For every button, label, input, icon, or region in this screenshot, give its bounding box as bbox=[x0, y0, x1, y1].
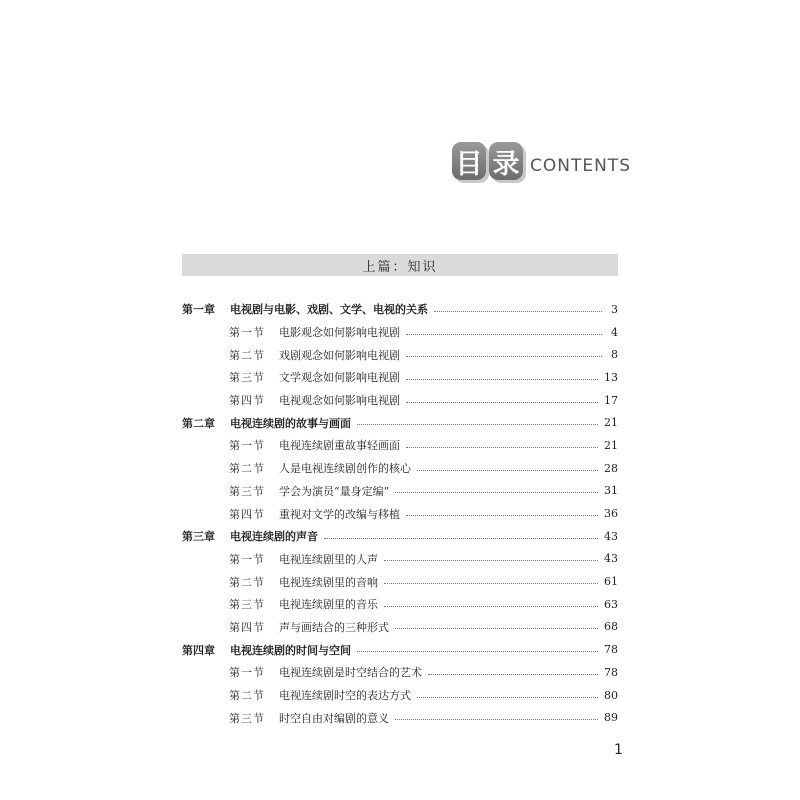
leader-dots bbox=[395, 628, 598, 629]
section-number: 第一节 bbox=[229, 552, 265, 566]
section-title: 电影观念如何影响电视剧 bbox=[279, 326, 400, 340]
section-title: 电视连续剧里的人声 bbox=[279, 552, 378, 566]
section-number: 第二节 bbox=[229, 462, 265, 476]
page-ref: 43 bbox=[604, 529, 618, 543]
toc-section-row[interactable] bbox=[182, 457, 618, 480]
leader-dots bbox=[395, 719, 598, 720]
toc-section-row[interactable] bbox=[182, 706, 618, 729]
leader-dots bbox=[384, 583, 598, 584]
section-title: 学会为演员“量身定编” bbox=[279, 484, 390, 498]
part-title: 上篇：知识 bbox=[362, 259, 438, 275]
toc-section-row[interactable] bbox=[182, 389, 618, 412]
leader-dots bbox=[406, 402, 598, 403]
page-ref: 61 bbox=[604, 575, 618, 589]
page-ref: 28 bbox=[604, 461, 618, 475]
section-title: 时空自由对编剧的意义 bbox=[279, 711, 389, 725]
leader-dots bbox=[428, 674, 598, 675]
heading-glyph-lu: 录 bbox=[489, 142, 523, 180]
chapter-title: 电视剧与电影、戏剧、文学、电视的关系 bbox=[230, 303, 428, 317]
section-title: 戏剧观念如何影响电视剧 bbox=[279, 348, 400, 362]
leader-dots bbox=[384, 606, 598, 607]
chapter-number: 第一章 bbox=[182, 303, 215, 317]
toc-section-row[interactable] bbox=[182, 661, 618, 684]
heading-glyph-mu: 目 bbox=[452, 142, 486, 180]
section-number: 第二节 bbox=[229, 348, 265, 362]
page-ref: 3 bbox=[611, 302, 618, 316]
page-number: 1 bbox=[614, 742, 623, 758]
toc-section-row[interactable] bbox=[182, 684, 618, 707]
section-title: 电视连续剧是时空结合的艺术 bbox=[279, 666, 422, 680]
page-ref: 68 bbox=[604, 620, 618, 634]
section-number: 第三节 bbox=[229, 711, 265, 725]
toc-chapter-row[interactable] bbox=[182, 525, 618, 548]
section-title: 电视观念如何影响电视剧 bbox=[279, 394, 400, 408]
leader-dots bbox=[406, 515, 598, 516]
page-ref: 17 bbox=[604, 393, 618, 407]
leader-dots bbox=[406, 379, 598, 380]
leader-dots bbox=[406, 334, 602, 335]
table-of-contents bbox=[182, 298, 618, 729]
section-number: 第二节 bbox=[229, 575, 265, 589]
leader-dots bbox=[324, 538, 598, 539]
section-number: 第一节 bbox=[229, 326, 265, 340]
page-ref: 78 bbox=[604, 643, 618, 657]
section-number: 第三节 bbox=[229, 371, 265, 385]
page-ref: 89 bbox=[604, 711, 618, 725]
leader-dots bbox=[395, 492, 598, 493]
page-ref: 13 bbox=[604, 370, 618, 384]
contents-header bbox=[452, 136, 631, 182]
leader-dots bbox=[417, 470, 598, 471]
chapter-number: 第二章 bbox=[182, 416, 215, 430]
leader-dots bbox=[357, 651, 598, 652]
page-ref: 21 bbox=[604, 416, 618, 430]
toc-section-row[interactable] bbox=[182, 548, 618, 571]
section-number: 第三节 bbox=[229, 484, 265, 498]
section-title: 人是电视连续剧创作的核心 bbox=[279, 462, 411, 476]
leader-dots bbox=[434, 311, 602, 312]
part-title-band bbox=[182, 254, 618, 276]
section-title: 重视对文学的改编与移植 bbox=[279, 507, 400, 521]
section-number: 第四节 bbox=[229, 507, 265, 521]
page-ref: 8 bbox=[611, 348, 618, 362]
toc-chapter-row[interactable] bbox=[182, 638, 618, 661]
toc-section-row[interactable] bbox=[182, 321, 618, 344]
section-title: 电视连续剧重故事轻画面 bbox=[279, 439, 400, 453]
leader-dots bbox=[417, 697, 598, 698]
toc-section-row[interactable] bbox=[182, 593, 618, 616]
section-number: 第四节 bbox=[229, 394, 265, 408]
toc-section-row[interactable] bbox=[182, 366, 618, 389]
section-title: 声与画结合的三种形式 bbox=[279, 620, 389, 634]
section-number: 第一节 bbox=[229, 666, 265, 680]
toc-chapter-row[interactable] bbox=[182, 298, 618, 321]
leader-dots bbox=[406, 447, 598, 448]
chapter-number: 第三章 bbox=[182, 530, 215, 544]
chapter-title: 电视连续剧的故事与画面 bbox=[230, 416, 351, 430]
contents-word: CONTENTS bbox=[530, 156, 631, 176]
toc-section-row[interactable] bbox=[182, 343, 618, 366]
toc-section-row[interactable] bbox=[182, 502, 618, 525]
toc-section-row[interactable] bbox=[182, 480, 618, 503]
page-ref: 63 bbox=[604, 597, 618, 611]
section-number: 第四节 bbox=[229, 620, 265, 634]
leader-dots bbox=[406, 356, 602, 357]
leader-dots bbox=[357, 424, 598, 425]
toc-chapter-row[interactable] bbox=[182, 411, 618, 434]
section-number: 第二节 bbox=[229, 689, 265, 703]
page-ref: 4 bbox=[611, 325, 618, 339]
section-title: 电视连续剧时空的表达方式 bbox=[279, 689, 411, 703]
toc-section-row[interactable] bbox=[182, 570, 618, 593]
page-ref: 31 bbox=[604, 484, 618, 498]
toc-section-row[interactable] bbox=[182, 616, 618, 639]
toc-section-row[interactable] bbox=[182, 434, 618, 457]
page-ref: 43 bbox=[604, 552, 618, 566]
section-title: 电视连续剧里的音乐 bbox=[279, 598, 378, 612]
page-ref: 80 bbox=[604, 688, 618, 702]
page-ref: 36 bbox=[604, 507, 618, 521]
section-number: 第三节 bbox=[229, 598, 265, 612]
leader-dots bbox=[384, 560, 598, 561]
section-number: 第一节 bbox=[229, 439, 265, 453]
section-title: 电视连续剧里的音响 bbox=[279, 575, 378, 589]
page-ref: 78 bbox=[604, 665, 618, 679]
section-title: 文学观念如何影响电视剧 bbox=[279, 371, 400, 385]
chapter-number: 第四章 bbox=[182, 643, 215, 657]
chapter-title: 电视连续剧的时间与空间 bbox=[230, 643, 351, 657]
page-ref: 21 bbox=[604, 438, 618, 452]
chapter-title: 电视连续剧的声音 bbox=[230, 530, 318, 544]
